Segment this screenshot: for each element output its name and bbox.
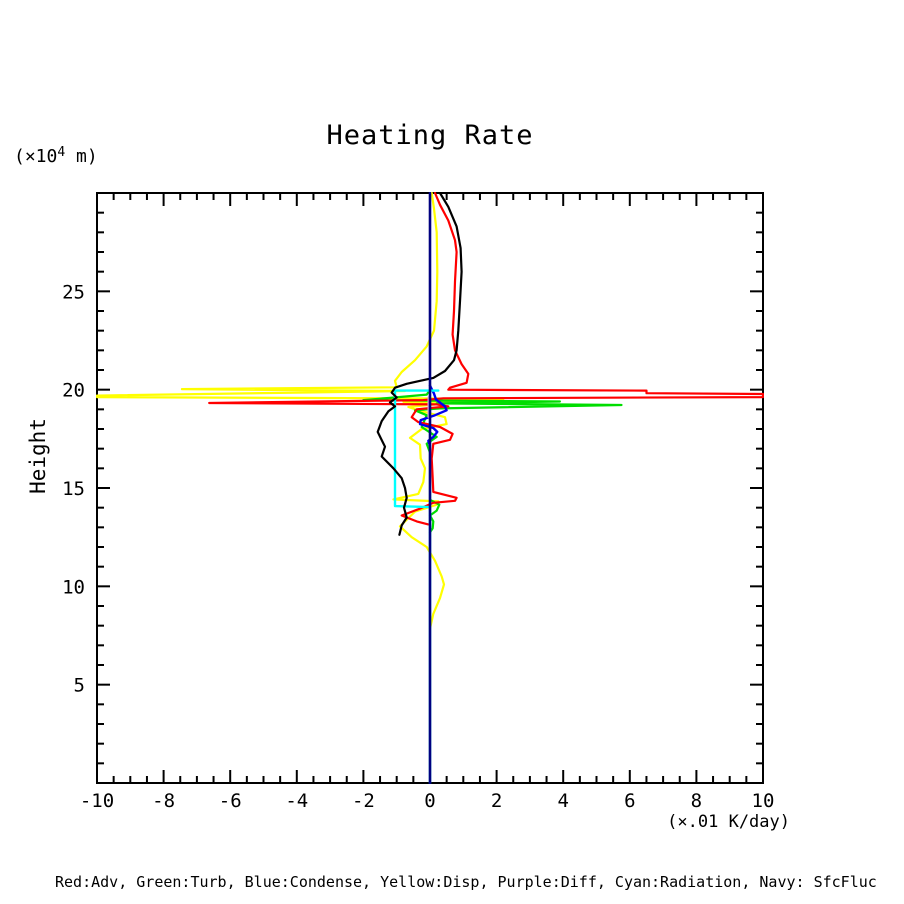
y-axis-tick-label: 10 [62, 576, 85, 599]
x-axis-tick-label: 2 [490, 790, 503, 812]
y-axis-tick-label: 20 [62, 379, 85, 402]
y-axis-tick-label: 5 [73, 674, 85, 697]
series-line-Turb [363, 390, 621, 533]
y-axis-tick-label: 15 [62, 478, 85, 500]
legend-caption: Red:Adv, Green:Turb, Blue:Condense, Yellow:Disp, Purple:Diff, Cyan:Radiation, Navy: SfcFluc [55, 873, 877, 891]
x-axis-tick-label: 10 [751, 790, 775, 812]
series-line-Adv [209, 193, 763, 524]
x-axis-tick-label: -6 [218, 790, 242, 812]
x-axis-unit-label: (×.01 K/day) [667, 812, 790, 832]
x-axis-tick-label: 6 [624, 790, 636, 812]
x-axis-tick-label: 4 [557, 790, 569, 812]
x-axis-tick-label: 8 [690, 790, 703, 812]
x-axis-tick-label: -2 [351, 790, 375, 812]
x-axis-tick-label: 0 [424, 790, 436, 812]
y-axis-tick-label: 25 [62, 281, 85, 304]
y-axis-unit-exponent: 4 [57, 145, 66, 160]
x-axis-tick-label: -8 [152, 790, 176, 812]
y-axis-unit-suffix: m) [65, 146, 98, 167]
chart-title: Heating Rate [326, 120, 534, 151]
series-line-unlabeled [378, 193, 462, 535]
y-axis-title: Height [26, 418, 50, 494]
y-axis-unit-prefix: (×10 [14, 146, 58, 167]
x-axis-tick-label: -4 [285, 790, 309, 812]
x-axis-tick-label: -10 [79, 790, 115, 812]
